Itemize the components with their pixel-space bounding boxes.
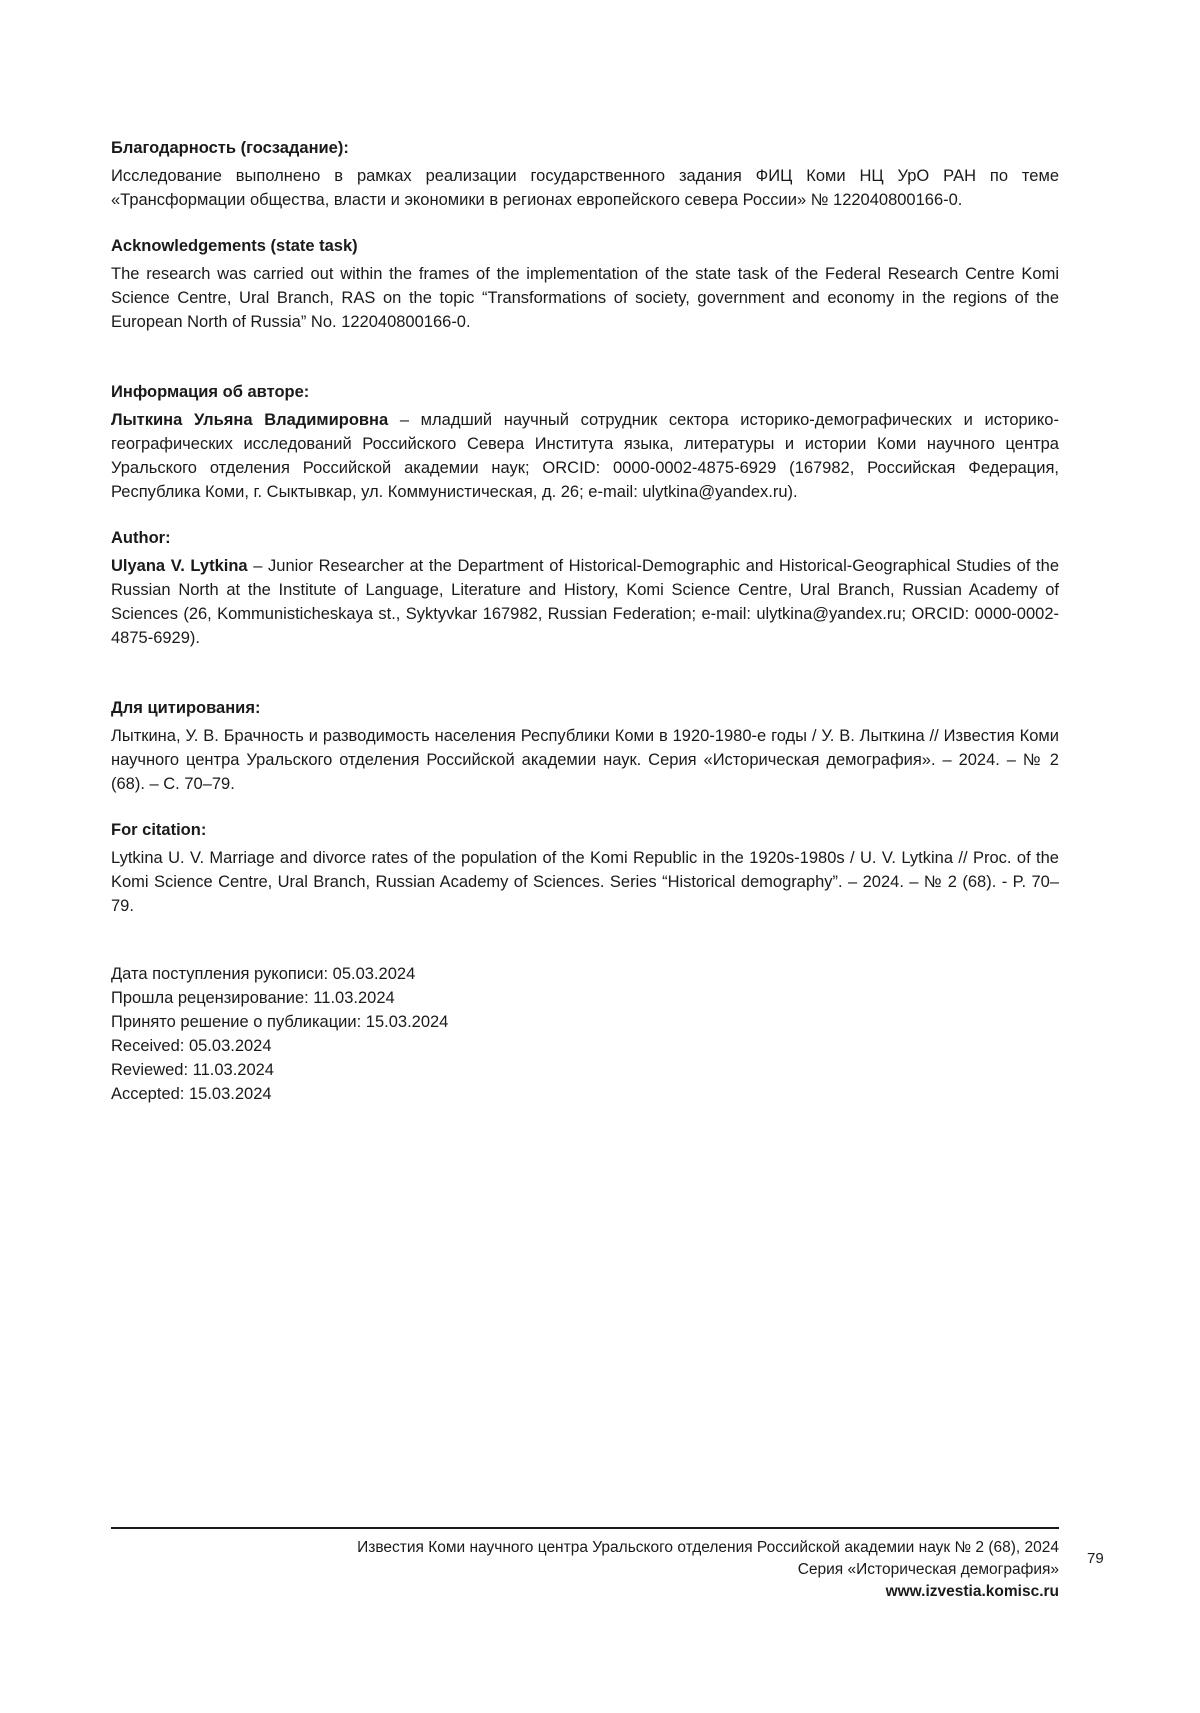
page-number: 79 xyxy=(1087,1550,1104,1567)
ack-en-heading: Acknowledgements (state task) xyxy=(111,234,1059,258)
citation-ru xyxy=(111,696,1059,796)
page-footer xyxy=(357,1537,1059,1603)
citation-ru-text: Лыткина, У. В. Брачность и разводимость населения Республики Коми в 1920-1980-е годы / У. В. Лыткина // Известия Коми научного центра Уральского отделения Российской академии наук. Серия «Историческая демография». – 2024. – № 2 (68). – С. 70–79. xyxy=(111,724,1059,796)
acknowledgement-en xyxy=(111,234,1059,334)
citation-en-text: Lytkina U. V. Marriage and divorce rates of the population of the Komi Republic in the 1920s-1980s / U. V. Lytkina // Proc. of the Komi Science Centre, Ural Branch, Russian Academy of Sciences. Series “Historical demography”. – 2024. – № 2 (68). - P. 70–79. xyxy=(111,846,1059,918)
date-accepted-en: Accepted: 15.03.2024 xyxy=(111,1082,1059,1106)
author-en-name: Ulyana V. Lytkina xyxy=(111,557,248,575)
citation-en xyxy=(111,818,1059,918)
date-received-ru: Дата поступления рукописи: 05.03.2024 xyxy=(111,962,1059,986)
author-info-en xyxy=(111,526,1059,650)
author-ru-heading: Информация об авторе: xyxy=(111,380,1059,404)
citation-ru-heading: Для цитирования: xyxy=(111,696,1059,720)
ack-ru-heading: Благодарность (госзадание): xyxy=(111,136,1059,160)
manuscript-dates xyxy=(111,962,1059,1106)
author-en-heading: Author: xyxy=(111,526,1059,550)
page-content xyxy=(111,136,1059,1106)
author-ru-description: – младший научный сотрудник сектора историко-демографических и историко-географических исследований Российского Севера Института языка, литературы и истории Коми научного центра Уральского отделения Российской академии наук; ORCID: 0000-0002-4875-6929 (167982, Российская Федерация, Республика Коми, г. Сыктывкар, ул. Коммунистическая, д. 26; e-mail: ulytkina@yandex.ru). xyxy=(111,411,1059,501)
acknowledgement-ru xyxy=(111,136,1059,212)
author-info-ru xyxy=(111,380,1059,504)
date-received-en: Received: 05.03.2024 xyxy=(111,1034,1059,1058)
author-ru-text xyxy=(111,408,1059,504)
author-ru-name: Лыткина Ульяна Владимировна xyxy=(111,411,388,429)
footer-url: www.izvestia.komisc.ru xyxy=(357,1581,1059,1603)
author-en-description: – Junior Researcher at the Department of Historical-Demographic and Historical-Geographical Studies of the Russian North at the Institute of Language, Literature and History, Komi Science Centre, Ural Branch, Russian Academy of Sciences (26, Kommunisticheskaya st., Syktyvkar 167982, Russian Federation; e-mail: ulytkina@yandex.ru; ORCID: 0000-0002-4875-6929). xyxy=(111,557,1059,647)
date-reviewed-ru: Прошла рецензирование: 11.03.2024 xyxy=(111,986,1059,1010)
date-reviewed-en: Reviewed: 11.03.2024 xyxy=(111,1058,1059,1082)
author-en-text xyxy=(111,554,1059,650)
ack-en-text: The research was carried out within the frames of the implementation of the state task of the Federal Research Centre Komi Science Centre, Ural Branch, RAS on the topic “Transformations of society, government and economy in the regions of the European North of Russia” No. 122040800166-0. xyxy=(111,262,1059,334)
citation-en-heading: For citation: xyxy=(111,818,1059,842)
footer-journal: Известия Коми научного центра Уральского отделения Российской академии наук № 2 (68), 2024 xyxy=(357,1537,1059,1559)
ack-ru-text: Исследование выполнено в рамках реализации государственного задания ФИЦ Коми НЦ УрО РАН по теме «Трансформации общества, власти и экономики в регионах европейского севера России» № 122040800166-0. xyxy=(111,164,1059,212)
date-accepted-ru: Принято решение о публикации: 15.03.2024 xyxy=(111,1010,1059,1034)
footer-divider xyxy=(111,1527,1059,1529)
footer-series: Серия «Историческая демография» xyxy=(357,1559,1059,1581)
